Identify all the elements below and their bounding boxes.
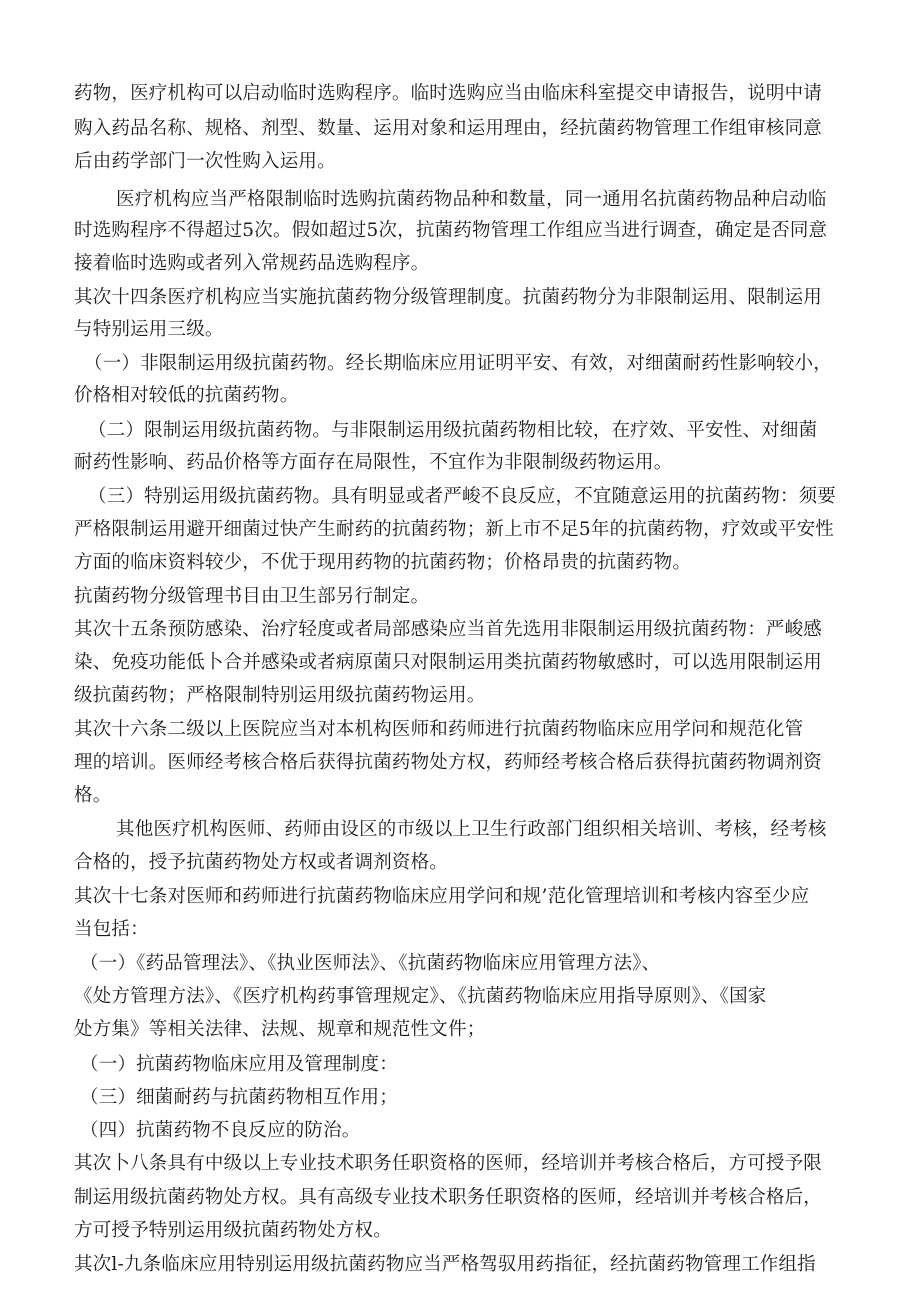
text-line: 购入药品名称、规格、剂型、数量、运用对象和运用理由，经抗菌药物管理工作组审核同意 (74, 118, 823, 139)
text-line: （一）《药品管理法》、《执业医师法》、《抗菌药物临床应用管理方法》、 (80, 953, 661, 974)
text-line: 价格相对较低的抗菌药物。 (74, 385, 299, 406)
text-line: 与特别运用三级。 (74, 319, 224, 340)
text-line: 合格的，授予抗菌药物处方权或者调剂资格。 (74, 852, 449, 873)
text-line: 抗菌药物分级管理书目由卫生部另行制定。 (74, 586, 430, 607)
text-line: 时选购程序不得超过5次。假如超过5次，抗菌药物管理工作组应当进行调查，确定是否同意 (74, 220, 828, 241)
text-line: 制运用级抗菌药物处方权。具有高级专业技术职务任职资格的医师，经培训并考核合格后， (74, 1187, 823, 1208)
text-line: 处方集》等相关法律、法规、规章和规范性文件； (74, 1019, 486, 1040)
text-line: 其次十四条医疗机构应当实施抗菌药物分级管理制度。抗菌药物分为非限制运用、限制运用 (74, 287, 823, 308)
text-line: 级抗菌药物；严格限制特别运用级抗菌药物运用。 (74, 685, 486, 706)
text-line: 其他医疗机构医师、药师由设区的市级以上卫生行政部门组织相关培训、考核，经考核 (116, 819, 827, 840)
text-line: 方面的临床资料较少，不优于现用药物的抗菌药物；价格昂贵的抗菌药物。 (74, 552, 692, 573)
text-line: 染、免疫功能低卜合并感染或者病原菌只对限制运用类抗菌药物敏感时，可以选用限制运用 (74, 652, 823, 673)
text-line: 其次十七条对医师和药师进行抗菌药物临床应用学问和规’范化管理培训和考核内容至少应 (74, 886, 810, 907)
text-line: 《处方管理方法》、《医疗机构药事管理规定》、《抗菌药物临床应用指导原则》、《国家 (74, 986, 767, 1007)
text-line: （一）非限制运用级抗菌药物。经长期临床应用证明平安、有效，对细菌耐药性影响较小， (84, 353, 833, 374)
text-line: 其次十五条预防感染、治疗轻度或者局部感染应当首先选用非限制运用级抗菌药物：严峻感 (74, 619, 823, 640)
text-line: 药物，医疗机构可以启动临时选购程序。临时选购应当由临床科室提交申请报告，说明中请 (74, 83, 823, 104)
text-line: 医疗机构应当严格限制临时选购抗菌药物品种和数量，同一通用名抗菌药物品种启动临 (116, 189, 827, 210)
text-line: 后由药学部门一次性购入运用。 (74, 151, 336, 172)
text-line: 方可授予特别运用级抗菌药物处方权。 (74, 1220, 392, 1241)
text-line: 其次l-九条临床应用特别运用级抗菌药物应当严格驾驭用药指征，经抗菌药物管理工作组指 (74, 1254, 816, 1275)
text-line: 格。 (74, 785, 112, 806)
text-line: 其次卜八条具有中级以上专业技术职务任职资格的医师，经培训并考核合格后，方可授予限 (74, 1153, 823, 1174)
text-line: 其次十六条二级以上医院应当对本机构医师和药师进行抗菌药物临床应用学问和规范化管 (74, 719, 804, 740)
text-line: 当包括： (74, 919, 149, 940)
text-line: 理的培训。医师经考核合格后获得抗菌药物处方权，药师经考核合格后获得抗菌药物调剂资 (74, 752, 823, 773)
text-line: （三）特别运用级抗菌药物。具有明显或者严峻不良反应，不宜随意运用的抗菌药物：须要 (88, 486, 837, 507)
text-line: 严格限制运用避开细菌过快产生耐药的抗菌药物；新上市不足5年的抗菌药物，疗效或平安性 (74, 519, 834, 540)
text-line: （二）限制运用级抗菌药物。与非限制运用级抗菌药物相比较，在疗效、平安性、对细菌 (88, 420, 818, 441)
text-line: （三）细菌耐药与抗菌药物相互作用； (80, 1087, 398, 1108)
text-line: （一）抗菌药物临床应用及管理制度： (80, 1054, 398, 1075)
text-line: 耐药性影响、药品价格等方面存在局限性，不宜作为非限制级药物运用。 (74, 452, 673, 473)
text-line: （四）抗菌药物不良反应的防治。 (80, 1120, 361, 1141)
text-line: 接着临时选购或者列入常规药品选购程序。 (74, 253, 430, 274)
